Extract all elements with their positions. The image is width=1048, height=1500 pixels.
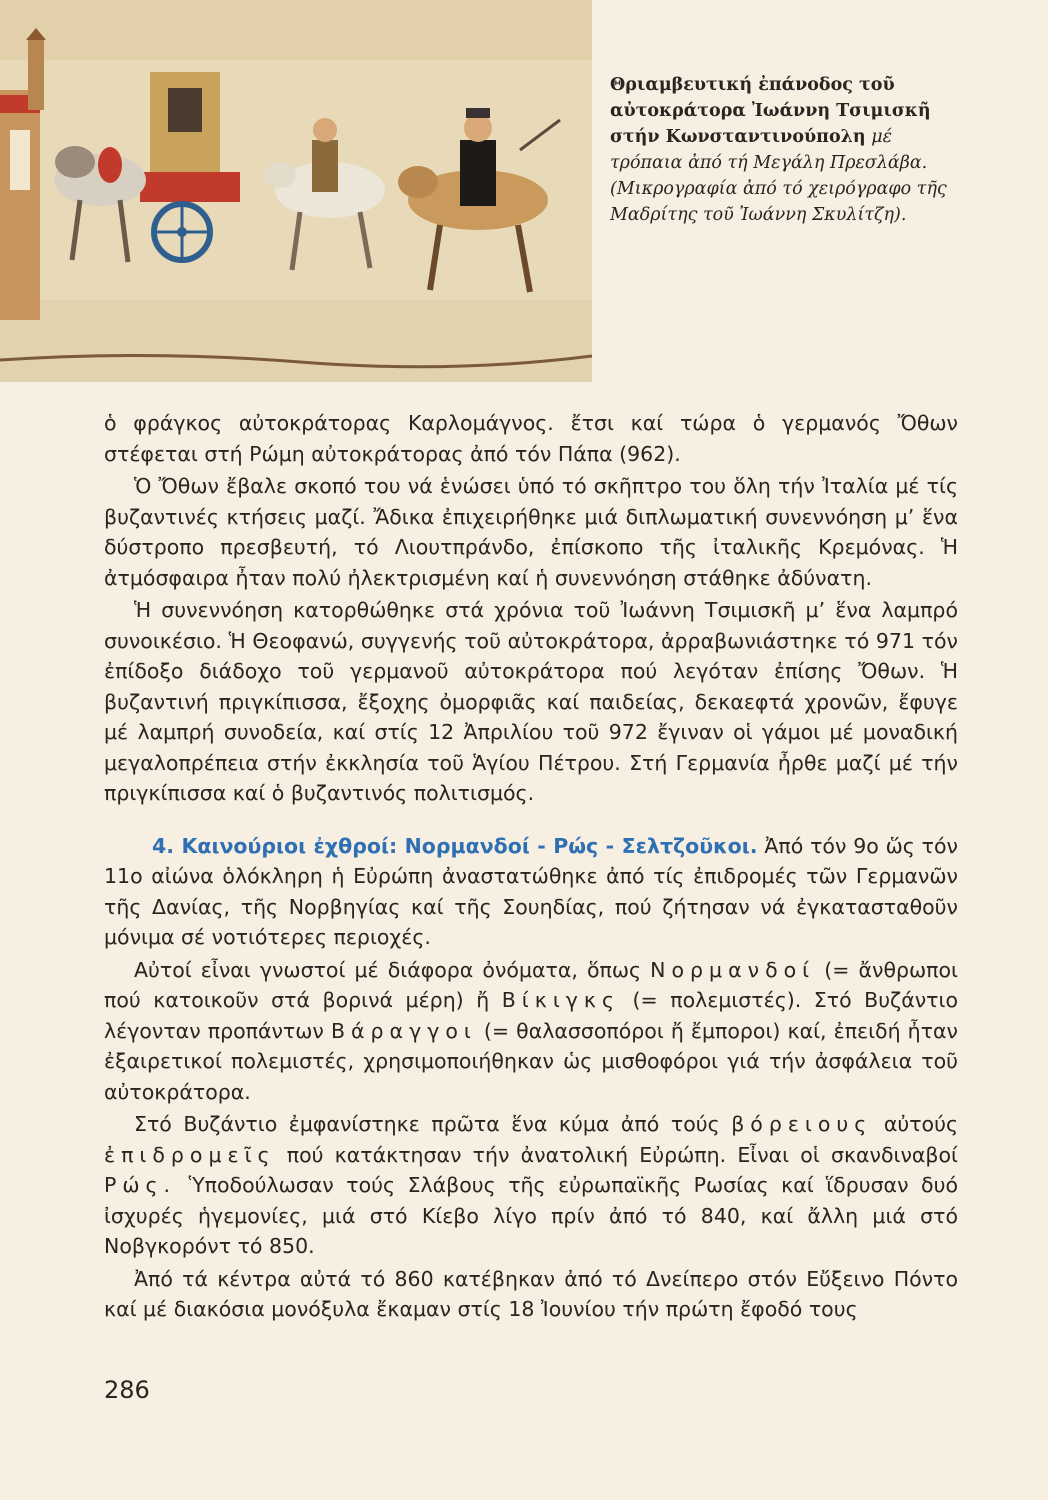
section-heading: 4. Καινούριοι ἐχθροί: Νορμανδοί - Ρώς - Σελτζοῦκοι. [152,833,758,858]
paragraph: Ὁ Ὄθων ἔβαλε σκοπό του νά ἑνώσει ὑπό τό σκῆπτρο του ὅλη τήν Ἰταλία μέ τίς βυζαντινές κτήσεις μαζί. Ἄδικα ἐπιχειρήθηκε μιά διπλωματική συνεννόηση μ’ ἕνα δύστροπο πρεσβευτή, τό Λιουτπράνδο, ἐπίσκοπο τῆς ἰταλικῆς Κρεμόνας. Ἡ ἀτμόσφαιρα ἦταν πολύ ἠλεκτρισμένη καί ἡ συνεννόηση στάθηκε ἀδύνατη. [104,474,958,590]
spaced-term: Βίκιγκς [501,988,620,1012]
paragraph [104,1109,958,1262]
text-run: (= πολεμιστές). Στό Βυζάντιο λέγονταν προπάντων [104,988,958,1043]
text-run: Αὐτοί εἶναι γνωστοί μέ διάφορα ὀνόματα, ὅπως [134,957,642,982]
spaced-term: Βάραγγοι [330,1018,477,1043]
text-run: πού κατάκτησαν τήν ἀνατολική Εὐρώπη. Εἶναι οἱ σκανδιναβοί [286,1142,958,1167]
paragraph-text: Ἀπό τόν 9ο ὥς τόν 11ο αἰώνα ὁλόκληρη ἡ Εὐρώπη ἀναστατώθηκε ἀπό τίς ἐπιδρομές τῶν Γερμανῶν τῆς Δανίας, τῆς Νορβηγίας καί τῆς Σουηδίας, πού ζήτησαν νά ἐγκατασταθοῦν μόνιμα σέ νοτιότερες περιοχές. [104,833,958,949]
text-run: Ὑποδούλωσαν τούς Σλάβους τῆς εὐρωπαϊκῆς Ρωσίας καί ἵδρυσαν δυό ἰσχυρές ἡγεμονίες, μιά στό Κίεβο λίγο πρίν ἀπό τό 840, καί ἄλλη μιά στό Νοβγκορόντ τό 850. [104,1173,958,1258]
text-run: (= θαλασσοπόροι ἤ ἔμποροι) καί, ἐπειδή ἦταν ἐξαιρετικοί πολεμιστές, χρησιμοποιήθηκαν ὡς μισθοφόροι γιά τήν ἀσφάλεια τοῦ αὐτοκράτορα. [104,1018,958,1104]
spaced-term: ἐπιδρομεῖς [104,1142,276,1167]
text-run: αὐτούς [883,1112,958,1136]
figure-caption [610,72,970,228]
spaced-term: Ρώς. [104,1173,177,1197]
caption-title: Θριαμβευτική ἐπάνοδος τοῦ αὐτοκράτορα Ἰωάννη Τσιμισκῆ στήν Κωνσταντινούπολη [610,75,931,147]
paragraph [104,955,958,1108]
miniature-drawing [0,0,592,382]
main-text [104,408,958,1327]
caption-description: μέ τρόπαια ἀπό τή Μεγάλη Πρεσλάβα. (Μικρογραφία ἀπό τό χειρόγραφο τῆς Μαδρίτης τοῦ Ἰωάννη Σκυλίτζη). [610,127,947,225]
spaced-term: Νορμανδοί [650,957,816,982]
text-run: (= ἄνθρωποι πού κατοικοῦν στά βορινά μέρη) ἤ [104,957,958,1012]
text-run: Στό Βυζάντιο ἐμφανίστηκε πρῶτα ἕνα κύμα ἀπό τούς [134,1112,720,1136]
section-paragraph [104,831,958,953]
manuscript-miniature [0,0,592,382]
page-number: 286 [104,1376,150,1404]
paragraph: Ἡ συνεννόηση κατορθώθηκε στά χρόνια τοῦ Ἰωάννη Τσιμισκῆ μ’ ἕνα λαμπρό συνοικέσιο. Ἡ Θεοφανώ, συγγενής τοῦ αὐτοκράτορα, ἀρραβωνιάστηκε τό 971 τόν ἐπίδοξο διάδοχο τοῦ γερμανοῦ αὐτοκράτορα πού λεγόταν ἐπίσης Ὄθων. Ἡ βυζαντινή πριγκίπισσα, ἔξοχης ὀμορφιᾶς καί παιδείας, δεκαεφτά χρονῶν, ἔφυγε μέ λαμπρή συνοδεία, καί στίς 12 Ἀπριλίου τοῦ 972 ἔγιναν οἱ γάμοι μέ μοναδική μεγαλοπρέπεια στήν ἐκκλησία τοῦ Ἁγίου Πέτρου. Στή Γερμανία ἦρθε μαζί μέ τήν πριγκίπισσα καί ὁ βυζαντινός πολιτισμός. [104,598,958,805]
spaced-term: βόρειους [731,1112,873,1136]
paragraph: Ἀπό τά κέντρα αὐτά τό 860 κατέβηκαν ἀπό τό Δνείπερο στόν Εὔξεινο Πόντο καί μέ διακόσια μονόξυλα ἔκαμαν στίς 18 Ἰουνίου τήν πρώτη ἔφοδό τους [104,1266,958,1321]
paragraph: ὁ φράγκος αὐτοκράτορας Καρλομάγνος. ἔτσι καί τώρα ὁ γερμανός Ὄθων στέφεται στή Ρώμη αὐτοκράτορας ἀπό τόν Πάπα (962). [104,411,958,466]
